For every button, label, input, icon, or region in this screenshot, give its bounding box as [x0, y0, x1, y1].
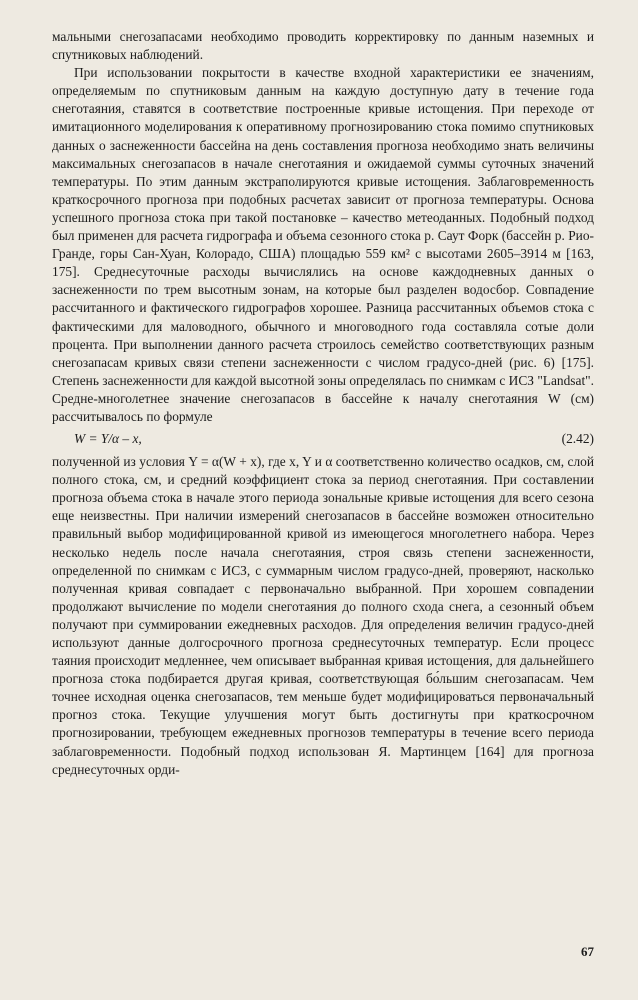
formula-2-42	[52, 429, 594, 449]
paragraph-after-formula: полученной из условия Y = α(W + x), где x, Y и α соответственно количество осадков, см, слой полного стока, см, и средний коэффициент стока за период снеготаяния. При составлении прогноза объема стока в начале этого периода зональные кривые истощения для всего сезона еще неизвестны. При наличии измерений снегозапасов в бассейне возможен относительно правильный выбор модифицированной кривой из имеющегося многолетнего набора. Через несколько недель после начала снеготаяния, строя связь степени заснеженности, определенной по снимкам с ИСЗ, с суммарным числом градусо-дней, проверяют, насколько полученная кривая совпадает с первоначально выбранной. При хорошем совпадении продолжают вычисление по модели снеготаяния до полного схода снега, а сезонный объем получают при суммировании ежедневных расходов. Для определения величин градусо-дней используют данные долгосрочного прогноза среднесуточных температур. Если процесс таяния происходит медленнее, чем описывает выбранная кривая истощения, для дальнейшего прогноза стока подбирается другая кривая, соответствующая бо́льшим снегозапасам. Чем точнее исходная оценка снегозапасов, тем меньше будет модифицироваться первоначальный прогноз стока. Текущие улучшения могут быть достигнуты при краткосрочном прогнозировании, требующем ежедневных прогнозов температуры в течение всего периода заблаговременности. Подобный подход использован Я. Мартинцем [164] для прогноза среднесуточных орди-	[52, 454, 594, 777]
paragraph-snowmelt-forecast: При использовании покрытости в качестве входной характеристики ее значениям, определяемым по спутниковым данным на каждую доступную дату в течение года снеготаяния, ставятся в соответствие построенные кривые истощения. При переходе от имитационного моделирования к оперативному прогнозированию стока помимо спутниковых данных о заснеженности бассейна на день составления прогноза необходимо знать величины максимальных снегозапасов в начале снеготаяния и ожидаемой суммы суточных значений температуры. По этим данным экстраполируются кривые истощения. Заблаговременность краткосрочного прогноза при подобных расчетах зависит от прогноза температуры. Основа успешного прогноза стока при такой постановке – качество метеоданных. Подобный подход был применен для расчета гидрографа и объема сезонного стока р. Саут Форк (бассейн р. Рио-Гранде, горы Сан-Хуан, Колорадо, США) площадью 559 км² с высотами 2605–3914 м [163, 175]. Среднесуточные расходы вычислялись на основе каждодневных данных о заснеженности по трем высотным зонам, на которые был разделен водосбор. Совпадение рассчитанного и фактического гидрографов хорошее. Разница рассчитанных объемов стока с фактическими для маловодного, обычного и многоводного года составляла сотые доли процента. При выполнении данного расчета строилось семейство соответствующих разным снегозапасам кривых связи степени заснеженности с числом градусо-дней (рис. 6) [175]. Степень заснеженности для каждой высотной зоны определялась по снимкам с ИСЗ "Landsat". Средне-многолетнее значение снегозапасов в бассейне к началу снеготаяния W (см) рассчитывалось по формуле	[52, 65, 594, 424]
formula-number: (2.42)	[561, 431, 594, 447]
formula-expression: W = Y/α – x,	[74, 431, 142, 447]
paragraph-continuation: мальными снегозапасами необходимо проводить корректировку по данным наземных и спутниковых наблюдений.	[52, 29, 594, 63]
page-number: 67	[581, 944, 594, 959]
